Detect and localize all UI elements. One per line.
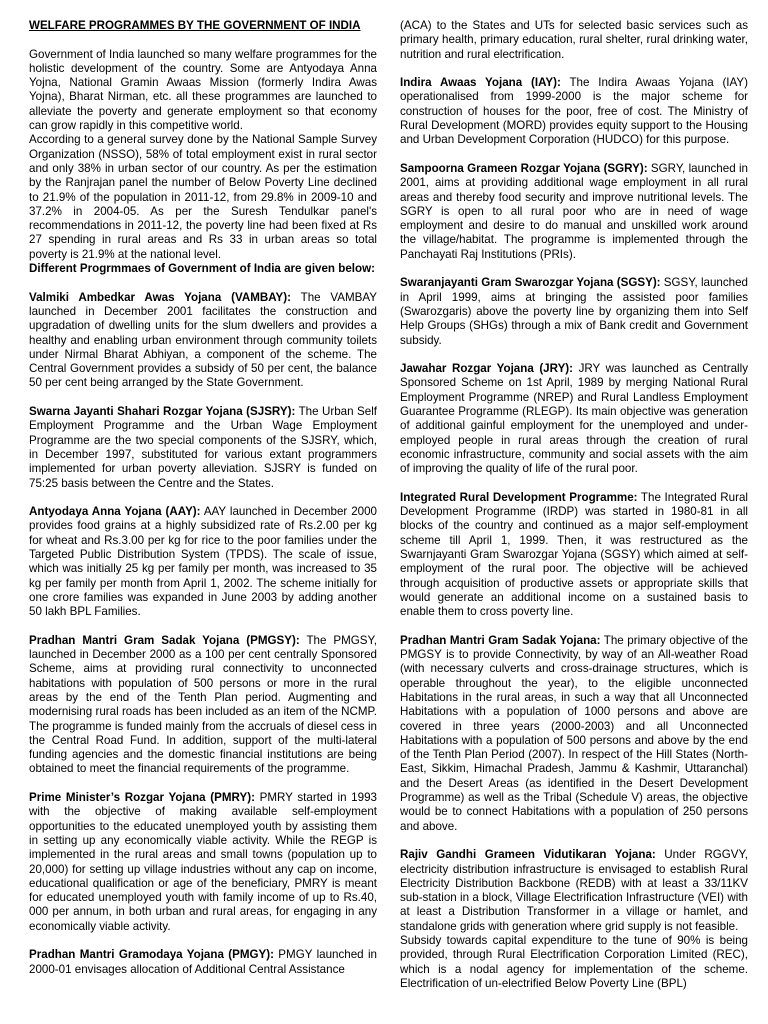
section-sgsy	[400, 276, 748, 347]
left-column	[29, 19, 377, 1024]
document-title: WELFARE PROGRAMMES BY THE GOVERNMENT OF INDIA	[29, 19, 361, 32]
section-vambay	[29, 291, 377, 391]
section-heading: Sampoorna Grameen Rozgar Yojana (SGRY):	[400, 161, 648, 175]
section-pmgy	[29, 948, 377, 977]
section-pmry	[29, 791, 377, 934]
section-pmgsy	[29, 634, 377, 777]
section-text: The VAMBAY launched in December 2001 facilitates the construction and upgradation of dwelling units for the slum dwellers and provides a healthy and enabling urban environment through community toilets under Nirmal Bharat Abhiyan, a component of the scheme. The Central Government provides a subsidy of 50 per cent, the balance 50 per cent being arranged by the State Government.	[29, 290, 377, 390]
section-text: SGSY, launched in April 1999, aims at bringing the assisted poor families (Swarozgaris) above the poverty line by organizing them into Self Help Groups (SHGs) through a mix of Bank credit and Government subsidy.	[400, 276, 748, 347]
section-text: SGRY, launched in 2001, aims at providing additional wage employment in all rural areas and thereby food security and improve nutritional levels. The SGRY is open to all rural poor who are in need of wage employment and desire to do manual and unskilled work around the village/habitat. The programme is implemented through the Panchayati Raj Institutions (PRIs).	[400, 161, 748, 261]
section-heading: Valmiki Ambedkar Awas Yojana (VAMBAY):	[29, 290, 291, 304]
section-text: The PMGSY, launched in December 2000 as a 100 per cent centrally Sponsored Scheme, aims at providing rural connectivity to unconnected habitations with population of 500 persons or more in the rural areas by the end of the Tenth Plan period. Augmenting and modernising rural roads has been included as an item of the NCMP. The programme is funded mainly from the accruals of diesel cess in the Central Road Fund. In addition, support of the multi-lateral funding agencies and the domestic financial institutions are being obtained to meet the financial requirements of the programme.	[29, 633, 377, 776]
section-aay	[29, 505, 377, 619]
section-rggvy	[400, 848, 748, 934]
section-sjsry	[29, 405, 377, 491]
section-heading: Rajiv Gandhi Grameen Vidutikaran Yojana:	[400, 848, 656, 862]
section-jry	[400, 362, 748, 476]
section-heading: Pradhan Mantri Gramodaya Yojana (PMGY):	[29, 948, 274, 962]
section-iay	[400, 76, 748, 147]
section-text: PMRY started in 1993 with the objective of making available self-employment opportunities to the educated unemployed youth by assisting them in setting up any economically viable activity. While the REGP is implemented in the rural areas and small towns (population up to 20,000) for setting up village industries without any cap on income, educational qualification or age of the beneficiary, PMRY is meant for educated unemployed youth with family income of up to Rs.40, 000 per annum, in both urban and rural areas, for engaging in any economically viable activity.	[29, 791, 377, 933]
section-text: The primary objective of the PMGSY is to provide Connectivity, by way of an All-weather Road (with necessary culverts and cross-drainage structures, which is operable throughout the year), to the eligible unconnected Habitations in the rural areas, in such a way that all Unconnected Habitations with a population of 1000 persons and above are covered in three years (2000-2003) and all Unconnected Habitations with a population of 500 persons and above by the end of the Tenth Plan Period (2007). In respect of the Hill States (North-East, Sikkim, Himachal Pradesh, Jammu & Kashmir, Uttaranchal) and the Desert Areas (as identified in the Desert Development Programme) as well as the Tribal (Schedule V) areas, the objective would be to connect Habitations with a population of 250 persons and above.	[400, 633, 748, 833]
section-text: The Indira Awaas Yojana (IAY) operationalised from 1999-2000 is the major scheme for construction of houses for the poor, free of cost. The Ministry of Rural Development (MORD) provides equity support to the Housing and Urban Development Corporation (HUDCO) for this purpose.	[400, 76, 748, 147]
intro-paragraph-1: Government of India launched so many welfare programmes for the holistic development of the country. Some are Antyodaya Anna Yojna, National Gramin Awaas Mission (formerly Indira Awas Yojna), Bharat Nirman, etc. all these programmes are launched to alleviate the poverty and generate employment so that economy can grow rapidly in this competitive world.	[29, 47, 377, 133]
section-heading: Integrated Rural Development Programme:	[400, 490, 638, 504]
section-text: Under RGGVY, electricity distribution infrastructure is envisaged to establish Rural Electricity Distribution Backbone (REDB) with at least a 33/11KV sub-station in a block, Village Electrification Infrastructure (VEI) with at least a Distribution Transformer in a village or hamlet, and standalone grids with generation where grid supply is not feasible.	[400, 848, 748, 933]
pmgy-continuation: (ACA) to the States and UTs for selected basic services such as primary health, primary education, rural shelter, rural drinking water, nutrition and rural electrification.	[400, 19, 748, 61]
section-text: JRY was launched as Centrally Sponsored Scheme on 1st April, 1989 by merging National Rural Employment Programme (NREP) and Rural Landless Employment Guarantee Programme (RLEGP). Its main objective was generation of additional gainful employment for the unemployed and under-employed people in rural areas through the creation of rural economic infrastructure, community and social assets with the aim of improving the quality of life of the rural poor.	[400, 362, 748, 476]
right-column	[400, 19, 748, 1024]
section-heading: Pradhan Mantri Gram Sadak Yojana (PMGSY):	[29, 633, 300, 647]
section-text: The Integrated Rural Development Programme (IRDP) was started in 1980-81 in all blocks of the country and continued as a major self-employment scheme till April 1, 1999. Then, it was restructured as the Swarnjayanti Gram Swarozgar Yojana (SGSY) which aimed at self-employment of the rural poor. The objective will be achieved through acquisition of productive assets or appropriate skills that would generate an additional income on a sustained basis to enable them to cross poverty line.	[400, 490, 748, 619]
section-heading: Jawahar Rozgar Yojana (JRY):	[400, 362, 574, 376]
section-heading: Indira Awaas Yojana (IAY):	[400, 76, 561, 90]
list-heading: Different Progrmmaes of Government of India are given below:	[29, 262, 375, 276]
section-heading: Prime Minister’s Rozgar Yojana (PMRY):	[29, 791, 255, 805]
intro-paragraph-2: According to a general survey done by the National Sample Survey Organization (NSSO), 58% of total employment exist in rural sector and only 38% in urban sector of our country. As per the estimation by the Ranjrajan panel the number of Below Poverty Line declined to 21.9% of the population in 2011-12, from 29.8% in 2009-10 and 37.2% in 2004-05. As per the Suresh Tendulkar panel's recommendations in 2011-12, the poverty line had been fixed at Rs 27 spending in rural areas and Rs 33 in urban areas so total poverty is 21.9% at the national level.	[29, 133, 377, 261]
section-irdp	[400, 491, 748, 620]
section-text: The Urban Self Employment Programme and the Urban Wage Employment Programme are the two special components of the SJSRY, which, in December 1997, substituted for various extant programmers implemented for urban poverty alleviation. SJSRY is funded on 75:25 basis between the Centre and the States.	[29, 405, 377, 490]
section-heading: Pradhan Mantri Gram Sadak Yojana:	[400, 633, 601, 647]
section-text: PMGY launched in 2000-01 envisages allocation of Additional Central Assistance	[29, 948, 377, 976]
rggvy-subsidy-paragraph: Subsidy towards capital expenditure to the tune of 90% is being provided, through Rural Electrification Corporation Limited (REC), which is a nodal agency for implementation of the scheme. Electrification of un-electrified Below Poverty Line (BPL)	[400, 934, 748, 990]
section-sgry	[400, 162, 748, 262]
section-pmgsy-objective	[400, 634, 748, 834]
section-heading: Swaranjayanti Gram Swarozgar Yojana (SGSY):	[400, 276, 661, 290]
section-heading: Antyodaya Anna Yojana (AAY):	[29, 505, 201, 519]
section-heading: Swarna Jayanti Shahari Rozgar Yojana (SJSRY):	[29, 405, 296, 419]
section-text: AAY launched in December 2000 provides food grains at a highly subsidized rate of Rs.2.00 per kg for wheat and Rs.3.00 per kg for rice to the poor families under the Targeted Public Distribution System (TPDS). The scale of issue, which was initially 25 kg per family per month, was increased to 35 kg per family per month from April 1, 2002. The scheme initially for one crore families was expanded in June 2003 by adding another 50 lakh BPL Families.	[29, 505, 377, 619]
